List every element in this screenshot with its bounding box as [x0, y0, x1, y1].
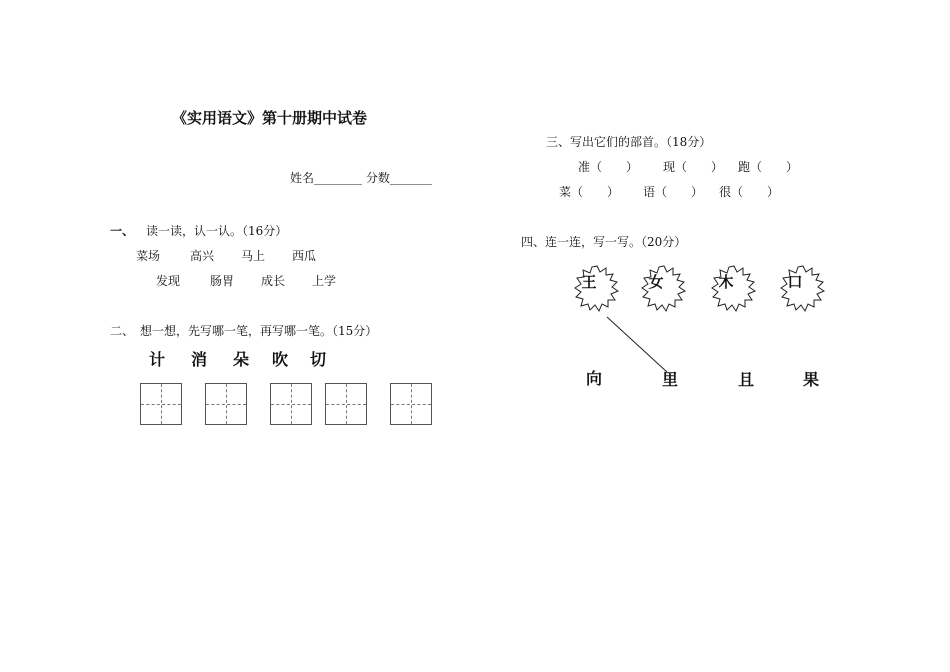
q1-number: 一、 — [110, 224, 135, 238]
q4-top-char: 口 — [787, 273, 803, 291]
q1-word: 上学 — [312, 274, 337, 288]
q4-header: 四、连一连，写一写。（20分） — [521, 235, 687, 249]
q1-word: 菜场 — [136, 249, 161, 263]
starburst-shape — [640, 265, 688, 313]
q3-item: 现（ ） — [663, 160, 724, 174]
q4-bottom-char: 果 — [803, 370, 820, 389]
q1-word: 马上 — [241, 249, 266, 263]
q2-header: 二、 想一想，先写哪一笔，再写哪一笔。（15分） — [110, 324, 378, 338]
q2-char: 切 — [310, 350, 327, 369]
q2-char: 朵 — [233, 350, 250, 369]
q3-item: 菜（ ） — [559, 185, 620, 199]
q4-top-char: 木 — [718, 273, 734, 291]
q2-char: 计 — [149, 350, 166, 369]
q3-item: 准（ ） — [578, 160, 639, 174]
q4-top-char: 女 — [648, 273, 664, 291]
q1-word: 发现 — [156, 274, 181, 288]
q1-word: 成长 — [261, 274, 286, 288]
q1-word: 肠胃 — [210, 274, 235, 288]
starburst-shape — [573, 265, 621, 313]
q3-header: 三、写出它们的部首。（18分） — [546, 135, 712, 149]
q4-top-char: 王 — [581, 273, 597, 291]
q3-item: 跑（ ） — [738, 160, 799, 174]
q4-bottom-char: 里 — [662, 370, 679, 389]
q1-header: 读一读，认一认。（16分） — [146, 224, 288, 238]
q4-bottom-char: 向 — [586, 369, 603, 388]
q2-char: 消 — [191, 350, 208, 369]
starburst-shape — [710, 265, 758, 313]
q4-bottom-char: 且 — [738, 370, 755, 389]
starburst-shape — [779, 265, 827, 313]
q2-char: 吹 — [272, 350, 289, 369]
page-title: 《实用语文》第十册期中试卷 — [172, 109, 368, 127]
name-score-line: 姓名________ 分数_______ — [290, 171, 432, 185]
q1-word: 西瓜 — [292, 249, 317, 263]
q3-item: 语（ ） — [643, 185, 704, 199]
q1-word: 高兴 — [190, 249, 215, 263]
q3-item: 很（ ） — [719, 185, 780, 199]
